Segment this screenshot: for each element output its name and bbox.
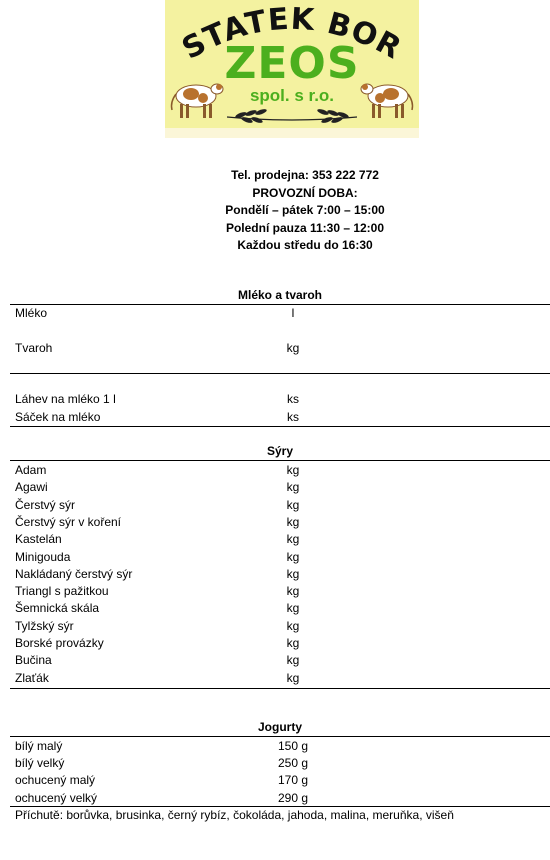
item-name: Zlaťák	[15, 670, 49, 685]
item-unit: kg	[286, 480, 300, 495]
divider	[10, 373, 550, 374]
item-unit: kg	[286, 514, 300, 529]
item-unit: kg	[286, 653, 300, 668]
lunch-break: Polední pauza 11:30 – 12:00	[225, 220, 385, 235]
svg-text:STATEK BOR: STATEK BOR	[176, 1, 408, 67]
cow-right-icon	[359, 74, 417, 122]
item-name: Tvaroh	[15, 341, 53, 355]
item-name: Mléko	[15, 306, 48, 320]
item-name: bílý malý	[15, 739, 63, 753]
yogurt-flavours-note: Příchutě: borůvka, brusinka, černý rybíz, čokoláda, jahoda, malina, meruňka, višeň	[15, 808, 454, 822]
section-heading-cheese: Sýry	[266, 444, 294, 458]
item-name: Borské provázky	[15, 636, 104, 650]
item-unit: kg	[286, 532, 300, 547]
item-unit: kg	[286, 636, 300, 650]
item-unit: kg	[286, 549, 300, 564]
item-unit: kg	[286, 497, 300, 512]
item-name: Čerstvý sýr	[15, 497, 75, 512]
item-name: ochucený malý	[15, 773, 96, 788]
item-name: Nakládaný čerstvý sýr	[15, 566, 133, 581]
item-name: Sáček na mléko	[15, 410, 101, 424]
item-name: Bučina	[15, 653, 52, 668]
item-name: Tylžský sýr	[15, 618, 74, 633]
item-name: Čerstvý sýr v koření	[15, 514, 122, 529]
item-name: Minigouda	[15, 549, 71, 564]
item-name: bílý velký	[15, 756, 65, 771]
item-unit: 250 g	[277, 756, 309, 771]
section-heading-yogurt: Jogurty	[257, 720, 302, 734]
item-unit: kg	[286, 618, 300, 633]
item-unit: 170 g	[277, 773, 309, 788]
weekday-hours: Pondělí – pátek 7:00 – 15:00	[225, 203, 385, 217]
item-unit: ks	[287, 392, 299, 406]
item-name: Láhev na mléko 1 l	[15, 392, 116, 406]
item-name: Šemnická skála	[15, 601, 100, 616]
logo-subtitle: spol. s r.o.	[249, 86, 335, 105]
item-unit: l	[291, 306, 295, 320]
phone-line: Tel. prodejna: 353 222 772	[231, 168, 379, 182]
item-name: Triangl s pažitkou	[15, 584, 109, 599]
divider	[10, 688, 550, 689]
logo-brand: ZEOS	[224, 38, 360, 89]
cow-left-icon	[167, 74, 225, 122]
item-unit: 290 g	[277, 790, 309, 805]
divider	[10, 426, 550, 427]
item-unit: kg	[286, 566, 300, 581]
item-name: Agawi	[15, 480, 48, 495]
item-unit: kg	[286, 463, 300, 477]
item-unit: kg	[286, 601, 300, 616]
item-unit: kg	[286, 584, 300, 599]
company-logo	[165, 0, 419, 138]
item-unit: 150 g	[277, 739, 309, 753]
item-unit: ks	[287, 410, 299, 424]
item-name: ochucený velký	[15, 790, 98, 805]
logo-bottom-bar	[165, 128, 419, 138]
wednesday-hours: Každou středu do 16:30	[237, 238, 373, 252]
item-unit: kg	[286, 341, 300, 355]
divider	[10, 460, 550, 461]
item-name: Kastelán	[15, 532, 62, 547]
opening-hours-title: PROVOZNÍ DOBA:	[252, 185, 358, 200]
divider	[10, 736, 550, 737]
wheat-icon	[227, 103, 357, 127]
item-name: Adam	[15, 463, 47, 477]
section-heading-milk: Mléko a tvaroh	[237, 288, 323, 302]
shop-info	[0, 167, 550, 255]
item-unit: kg	[286, 670, 300, 685]
